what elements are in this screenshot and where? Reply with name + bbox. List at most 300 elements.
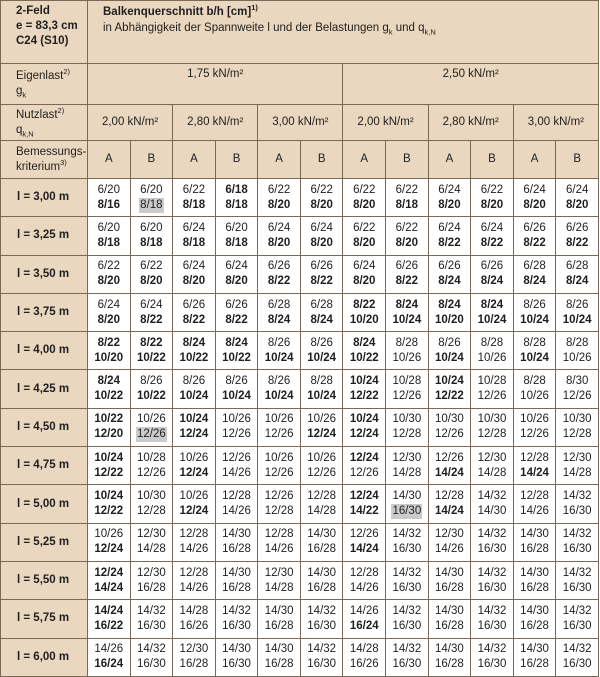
- beam-spacing: e = 83,3 cm: [16, 20, 78, 32]
- section-value: 6/18: [225, 183, 248, 196]
- section-cell: [428, 638, 471, 676]
- nutzlast-value: 3,00 kN/m²: [258, 105, 343, 141]
- section-value: 14/32: [307, 604, 337, 617]
- table-title: Balkenquerschnitt b/h [cm]$^{1)}$: [103, 3, 258, 18]
- section-value: 16/28: [435, 658, 464, 671]
- section-value: 14/30: [477, 505, 507, 518]
- section-value: 12/30: [136, 528, 166, 541]
- section-value: 10/24: [264, 390, 294, 403]
- section-value: 8/24: [267, 313, 291, 326]
- section-cell: [343, 293, 386, 331]
- table-row: [1, 638, 599, 676]
- section-value: 10/26: [520, 390, 549, 403]
- section-cell: [88, 408, 131, 446]
- section-value: 8/24: [480, 275, 504, 288]
- section-value: 12/26: [349, 528, 379, 541]
- section-cell: [343, 217, 386, 255]
- section-cell: [428, 179, 471, 217]
- section-value: 14/32: [477, 566, 507, 579]
- section-value: 14/28: [179, 604, 209, 617]
- section-cell: [130, 561, 173, 599]
- section-cell: [258, 293, 301, 331]
- section-value: 8/20: [97, 275, 120, 288]
- section-cell: [513, 179, 556, 217]
- section-value: 12/28: [520, 490, 549, 503]
- section-value: 10/26: [136, 413, 166, 426]
- section-cell: [343, 179, 386, 217]
- section-cell: [300, 600, 343, 638]
- table-row: [1, 561, 599, 599]
- section-cell: [343, 332, 386, 370]
- section-cell: [300, 638, 343, 676]
- section-value: 6/26: [438, 260, 461, 273]
- section-value: 10/24: [520, 351, 549, 364]
- section-value: 14/28: [136, 543, 166, 556]
- section-cell: [428, 370, 471, 408]
- section-cell: [88, 255, 131, 293]
- section-cell: [513, 523, 556, 561]
- section-cell: [556, 485, 599, 523]
- section-cell: [173, 600, 216, 638]
- section-value: 8/28: [565, 336, 589, 349]
- section-cell: [513, 293, 556, 331]
- table-corner-header: [1, 1, 88, 64]
- section-cell: [428, 408, 471, 446]
- span-label: l = 5,25 m: [1, 523, 88, 561]
- section-value: 12/26: [136, 466, 166, 479]
- section-value: 12/26: [264, 428, 294, 441]
- table-row: [1, 523, 599, 561]
- section-value: 10/24: [307, 351, 337, 364]
- section-cell: [300, 370, 343, 408]
- section-cell: [513, 485, 556, 523]
- section-value: 8/22: [565, 236, 589, 249]
- section-value: 14/26: [349, 581, 379, 594]
- section-value: 12/24: [94, 566, 124, 579]
- section-cell: [173, 255, 216, 293]
- section-cell: [215, 447, 258, 485]
- section-value: 10/26: [94, 528, 124, 541]
- section-value: 16/28: [520, 658, 549, 671]
- section-value: 14/30: [222, 643, 251, 656]
- section-value: 16/28: [264, 619, 294, 632]
- section-value: 14/24: [94, 581, 124, 594]
- section-value: 8/18: [182, 198, 206, 211]
- section-value: 6/24: [310, 221, 333, 234]
- section-value: 14/30: [520, 566, 549, 579]
- section-cell: [343, 370, 386, 408]
- section-value: 14/32: [477, 528, 507, 541]
- section-value: 12/30: [562, 451, 592, 464]
- section-value: 12/28: [520, 451, 549, 464]
- section-value: 8/28: [523, 375, 546, 388]
- section-value: 8/18: [140, 198, 163, 211]
- section-value: 12/28: [477, 428, 507, 441]
- section-cell: [173, 523, 216, 561]
- bemessung-label: Bemessungs- kriterium$^{3)}$: [1, 141, 88, 179]
- section-cell: [513, 370, 556, 408]
- section-cell: [428, 523, 471, 561]
- table-row: [1, 255, 599, 293]
- table-row: [1, 293, 599, 331]
- section-cell: [88, 370, 131, 408]
- section-value: 8/22: [523, 236, 546, 249]
- section-value: 8/26: [438, 336, 461, 349]
- section-value: 16/22: [94, 619, 124, 632]
- section-cell: [513, 408, 556, 446]
- section-value: 8/24: [523, 275, 546, 288]
- section-value: 12/20: [94, 428, 124, 441]
- section-value: 6/26: [523, 221, 546, 234]
- span-label: l = 5,00 m: [1, 485, 88, 523]
- section-value: 14/32: [392, 643, 422, 656]
- section-value: 14/24: [349, 543, 379, 556]
- section-value: 16/28: [179, 658, 209, 671]
- section-value: 10/22: [136, 390, 166, 403]
- section-value: 12/24: [179, 466, 209, 479]
- section-value: 6/22: [182, 183, 206, 196]
- section-cell: [556, 600, 599, 638]
- section-cell: [88, 217, 131, 255]
- section-value: 16/24: [349, 619, 379, 632]
- section-value: 10/20: [349, 313, 379, 326]
- section-value: 6/22: [395, 221, 419, 234]
- section-value: 12/26: [136, 428, 166, 441]
- section-cell: [258, 523, 301, 561]
- section-value: 12/26: [392, 390, 422, 403]
- section-value: 16/30: [136, 658, 166, 671]
- section-value: 10/26: [477, 351, 507, 364]
- section-value: 14/30: [520, 528, 549, 541]
- section-value: 8/20: [353, 198, 376, 211]
- nutzlast-value: 2,80 kN/m²: [173, 105, 258, 141]
- section-cell: [215, 561, 258, 599]
- section-value: 6/24: [97, 298, 120, 311]
- section-value: 8/20: [267, 198, 291, 211]
- eigenlast-value-2: 2,50 kN/m²: [343, 64, 599, 105]
- table-subtitle: in Abhängigkeit der Spannweite l und der Belastungen $g_k$ und $q_{k,N}$: [103, 22, 436, 37]
- section-value: 14/30: [435, 604, 464, 617]
- section-value: 10/26: [562, 351, 592, 364]
- section-value: 14/30: [392, 490, 422, 503]
- section-cell: [386, 370, 429, 408]
- criterion-header: A: [258, 141, 301, 179]
- section-value: 10/24: [264, 351, 294, 364]
- section-cell: [130, 408, 173, 446]
- criterion-header: B: [215, 141, 258, 179]
- section-value: 16/28: [520, 619, 549, 632]
- section-value: 12/28: [562, 428, 592, 441]
- section-value: 6/26: [480, 260, 504, 273]
- section-value: 12/26: [222, 428, 251, 441]
- section-value: 10/26: [307, 451, 337, 464]
- section-value: 12/26: [307, 466, 337, 479]
- section-cell: [428, 447, 471, 485]
- section-value: 10/22: [222, 351, 251, 364]
- section-value: 8/24: [97, 375, 120, 388]
- section-value: 14/30: [435, 566, 464, 579]
- section-value: 14/32: [136, 643, 166, 656]
- table-row: [1, 408, 599, 446]
- section-value: 6/28: [523, 260, 546, 273]
- section-value: 8/22: [353, 298, 376, 311]
- section-value: 6/26: [225, 298, 248, 311]
- section-value: 16/30: [392, 581, 422, 594]
- section-value: 14/32: [477, 643, 507, 656]
- section-value: 14/30: [222, 528, 251, 541]
- section-value: 16/30: [392, 505, 422, 518]
- section-cell: [556, 293, 599, 331]
- section-value: 8/24: [182, 336, 206, 349]
- section-cell: [343, 638, 386, 676]
- section-cell: [258, 447, 301, 485]
- section-value: 6/24: [182, 221, 206, 234]
- section-value: 14/26: [349, 604, 379, 617]
- section-value: 10/30: [136, 490, 166, 503]
- section-value: 10/22: [349, 351, 379, 364]
- table-row: [1, 332, 599, 370]
- section-value: 12/24: [94, 543, 124, 556]
- criterion-header: A: [343, 141, 386, 179]
- section-cell: [88, 332, 131, 370]
- section-value: 8/28: [480, 336, 504, 349]
- section-cell: [513, 447, 556, 485]
- section-value: 8/18: [97, 236, 120, 249]
- section-value: 10/22: [94, 390, 124, 403]
- section-value: 10/24: [179, 390, 209, 403]
- section-value: 6/22: [353, 221, 376, 234]
- span-type: 2-Feld: [16, 5, 50, 17]
- section-value: 16/30: [222, 658, 251, 671]
- section-value: 14/26: [520, 505, 549, 518]
- section-value: 12/28: [179, 566, 209, 579]
- section-cell: [428, 485, 471, 523]
- section-value: 10/30: [392, 413, 422, 426]
- section-value: 12/28: [435, 490, 464, 503]
- table-row: [1, 370, 599, 408]
- section-value: 10/30: [562, 413, 592, 426]
- section-value: 6/20: [97, 221, 120, 234]
- section-value: 8/26: [523, 298, 546, 311]
- section-value: 14/32: [562, 490, 592, 503]
- criterion-header: A: [173, 141, 216, 179]
- section-value: 16/26: [349, 658, 379, 671]
- section-value: 16/30: [562, 619, 592, 632]
- section-cell: [471, 408, 514, 446]
- section-cell: [386, 447, 429, 485]
- table-row: [1, 600, 599, 638]
- section-value: 8/20: [565, 198, 589, 211]
- section-value: 10/26: [264, 451, 294, 464]
- section-value: 10/24: [94, 451, 124, 464]
- section-value: 8/30: [565, 375, 589, 388]
- section-value: 10/24: [520, 313, 549, 326]
- section-value: 12/24: [349, 490, 379, 503]
- section-value: 12/28: [136, 505, 166, 518]
- section-value: 10/30: [435, 413, 464, 426]
- table-row: [1, 447, 599, 485]
- section-value: 16/30: [562, 658, 592, 671]
- section-value: 12/24: [179, 505, 209, 518]
- section-cell: [556, 561, 599, 599]
- section-cell: [343, 561, 386, 599]
- section-value: 12/26: [435, 451, 464, 464]
- section-value: 14/32: [307, 643, 337, 656]
- section-value: 16/24: [94, 658, 124, 671]
- section-value: 8/20: [225, 275, 248, 288]
- section-value: 10/20: [435, 313, 464, 326]
- section-cell: [258, 217, 301, 255]
- section-value: 10/24: [222, 390, 251, 403]
- nutzlast-value: 3,00 kN/m²: [513, 105, 598, 141]
- section-cell: [258, 485, 301, 523]
- section-cell: [258, 408, 301, 446]
- section-value: 6/22: [480, 183, 504, 196]
- section-value: 8/24: [438, 298, 461, 311]
- section-value: 10/24: [562, 313, 592, 326]
- criterion-header: B: [386, 141, 429, 179]
- section-value: 6/22: [353, 183, 376, 196]
- section-cell: [173, 217, 216, 255]
- section-cell: [386, 523, 429, 561]
- section-value: 12/28: [179, 528, 209, 541]
- section-cell: [513, 561, 556, 599]
- section-value: 14/32: [477, 604, 507, 617]
- section-value: 14/26: [179, 581, 209, 594]
- section-value: 10/26: [264, 413, 294, 426]
- section-cell: [258, 561, 301, 599]
- section-value: 8/22: [182, 313, 206, 326]
- section-cell: [258, 600, 301, 638]
- section-value: 14/26: [179, 543, 209, 556]
- section-cell: [215, 370, 258, 408]
- section-value: 6/26: [310, 260, 333, 273]
- section-value: 8/20: [310, 198, 333, 211]
- section-value: 16/28: [435, 619, 464, 632]
- section-value: 6/20: [225, 221, 248, 234]
- section-cell: [343, 600, 386, 638]
- section-value: 16/28: [222, 581, 251, 594]
- section-value: 12/24: [179, 428, 209, 441]
- section-cell: [88, 179, 131, 217]
- section-value: 14/26: [94, 643, 124, 656]
- section-value: 8/28: [310, 375, 333, 388]
- section-cell: [556, 447, 599, 485]
- section-value: 16/28: [136, 581, 166, 594]
- section-value: 12/28: [349, 566, 379, 579]
- section-value: 6/26: [395, 260, 419, 273]
- section-cell: [471, 179, 514, 217]
- section-cell: [173, 485, 216, 523]
- section-value: 12/30: [392, 451, 422, 464]
- section-cell: [471, 293, 514, 331]
- section-cell: [471, 561, 514, 599]
- section-value: 14/24: [435, 466, 464, 479]
- section-value: 14/26: [222, 466, 251, 479]
- section-value: 8/24: [225, 336, 248, 349]
- section-cell: [130, 447, 173, 485]
- section-cell: [556, 179, 599, 217]
- section-cell: [130, 179, 173, 217]
- section-value: 10/26: [222, 413, 251, 426]
- section-value: 6/24: [523, 183, 546, 196]
- span-label: l = 5,50 m: [1, 561, 88, 599]
- section-value: 10/24: [392, 313, 422, 326]
- section-cell: [258, 255, 301, 293]
- section-value: 8/22: [395, 275, 419, 288]
- section-value: 12/22: [435, 390, 464, 403]
- section-cell: [215, 600, 258, 638]
- section-value: 8/18: [140, 236, 163, 249]
- section-value: 6/28: [267, 298, 291, 311]
- section-cell: [471, 255, 514, 293]
- section-cell: [300, 485, 343, 523]
- section-value: 14/32: [477, 490, 507, 503]
- section-value: 8/26: [565, 298, 589, 311]
- section-value: 16/28: [264, 658, 294, 671]
- section-cell: [386, 332, 429, 370]
- section-value: 14/28: [562, 466, 592, 479]
- section-value: 14/22: [349, 505, 379, 518]
- section-cell: [130, 485, 173, 523]
- section-cell: [471, 217, 514, 255]
- criterion-header: A: [428, 141, 471, 179]
- section-value: 8/22: [480, 236, 504, 249]
- section-value: 14/30: [520, 604, 549, 617]
- section-value: 14/32: [562, 643, 592, 656]
- section-cell: [300, 561, 343, 599]
- section-cell: [471, 638, 514, 676]
- section-cell: [556, 217, 599, 255]
- section-value: 10/24: [349, 375, 379, 388]
- criterion-header: B: [556, 141, 599, 179]
- section-value: 8/22: [140, 336, 163, 349]
- section-cell: [173, 447, 216, 485]
- section-value: 6/24: [480, 221, 504, 234]
- section-value: 14/28: [307, 505, 337, 518]
- span-label: l = 4,75 m: [1, 447, 88, 485]
- section-value: 8/24: [480, 298, 504, 311]
- section-cell: [428, 600, 471, 638]
- table-row: [1, 217, 599, 255]
- section-value: 8/26: [267, 375, 291, 388]
- section-value: 16/28: [520, 543, 549, 556]
- section-cell: [130, 332, 173, 370]
- section-cell: [215, 638, 258, 676]
- section-cell: [428, 332, 471, 370]
- section-value: 16/30: [477, 543, 507, 556]
- span-label: l = 4,00 m: [1, 332, 88, 370]
- section-value: 12/24: [349, 428, 379, 441]
- section-value: 8/20: [438, 198, 461, 211]
- section-cell: [556, 523, 599, 561]
- section-value: 16/30: [562, 505, 592, 518]
- span-label: l = 4,50 m: [1, 408, 88, 446]
- section-value: 8/20: [353, 236, 376, 249]
- section-value: 12/28: [264, 505, 294, 518]
- section-value: 10/26: [307, 413, 337, 426]
- section-cell: [343, 408, 386, 446]
- section-cell: [215, 523, 258, 561]
- section-cell: [130, 523, 173, 561]
- section-cell: [556, 408, 599, 446]
- section-cell: [513, 600, 556, 638]
- section-cell: [215, 293, 258, 331]
- section-cell: [130, 217, 173, 255]
- section-value: 14/28: [264, 581, 294, 594]
- section-cell: [173, 293, 216, 331]
- section-cell: [343, 485, 386, 523]
